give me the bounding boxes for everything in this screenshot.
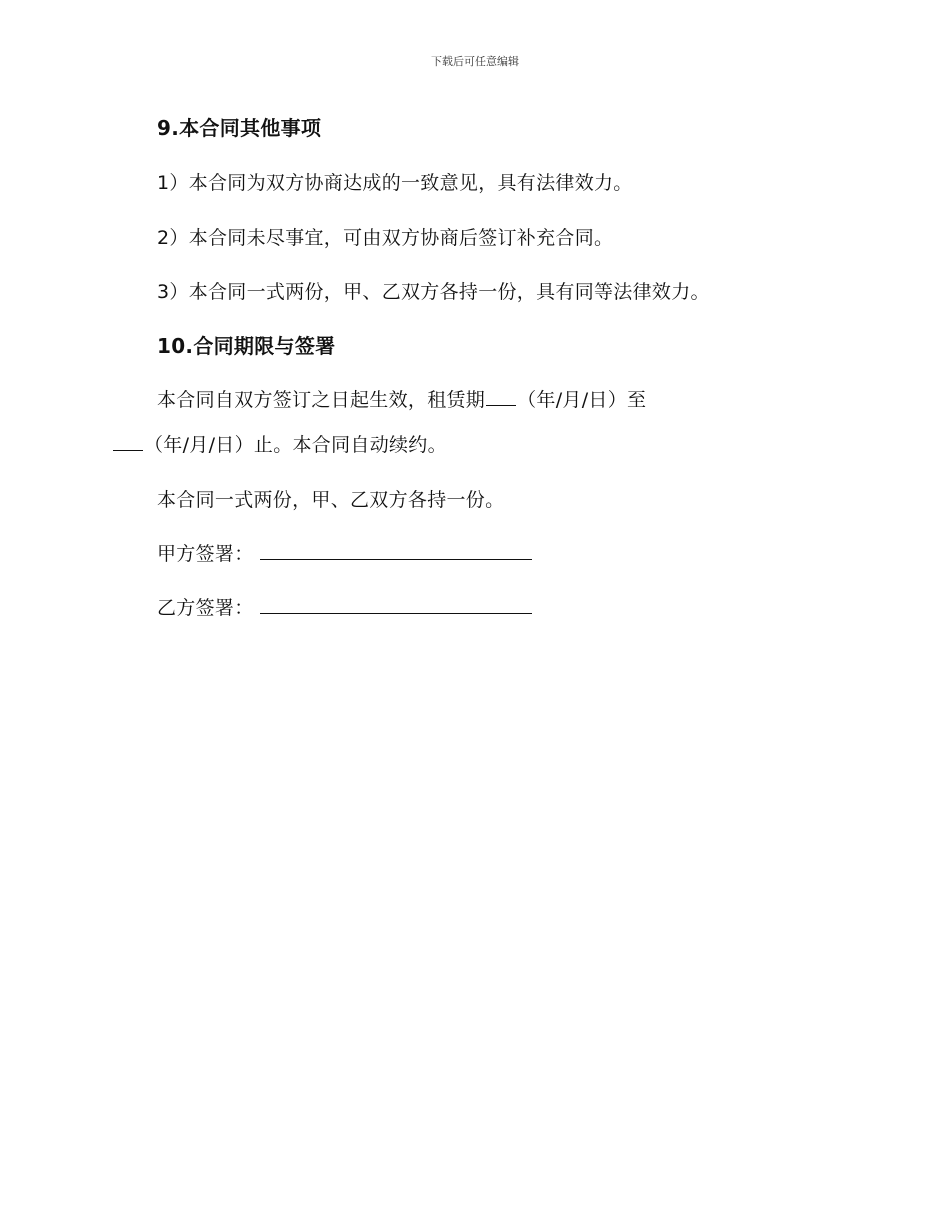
term-line-1 — [157, 386, 646, 414]
party-a-signature — [157, 540, 532, 568]
page-header: 下载后可任意编辑 — [431, 55, 519, 68]
party-a-label: 甲方签署： — [157, 543, 254, 565]
start-date-blank — [486, 387, 516, 406]
section-9-item-3: 3）本合同一式两份，甲、乙双方各持一份，具有同等法律效力。 — [157, 281, 710, 303]
party-a-signature-line — [260, 541, 532, 560]
term-text-to: （年/月/日）至 — [517, 389, 647, 411]
term-line-2 — [112, 431, 447, 459]
party-b-signature — [157, 594, 532, 622]
section-9-item-2: 2）本合同未尽事宜，可由双方协商后签订补充合同。 — [157, 227, 614, 249]
copies-clause: 本合同一式两份，甲、乙双方各持一份。 — [157, 489, 505, 511]
end-date-blank — [113, 432, 143, 451]
party-b-signature-line — [260, 595, 532, 614]
term-text-end: （年/月/日）止。本合同自动续约。 — [144, 434, 447, 456]
term-text-start: 本合同自双方签订之日起生效，租赁期 — [157, 389, 486, 411]
section-10-heading: 10.合同期限与签署 — [157, 334, 336, 358]
section-9-item-1: 1）本合同为双方协商达成的一致意见，具有法律效力。 — [157, 172, 633, 194]
section-9-heading: 9.本合同其他事项 — [157, 116, 322, 140]
party-b-label: 乙方签署： — [157, 597, 254, 619]
